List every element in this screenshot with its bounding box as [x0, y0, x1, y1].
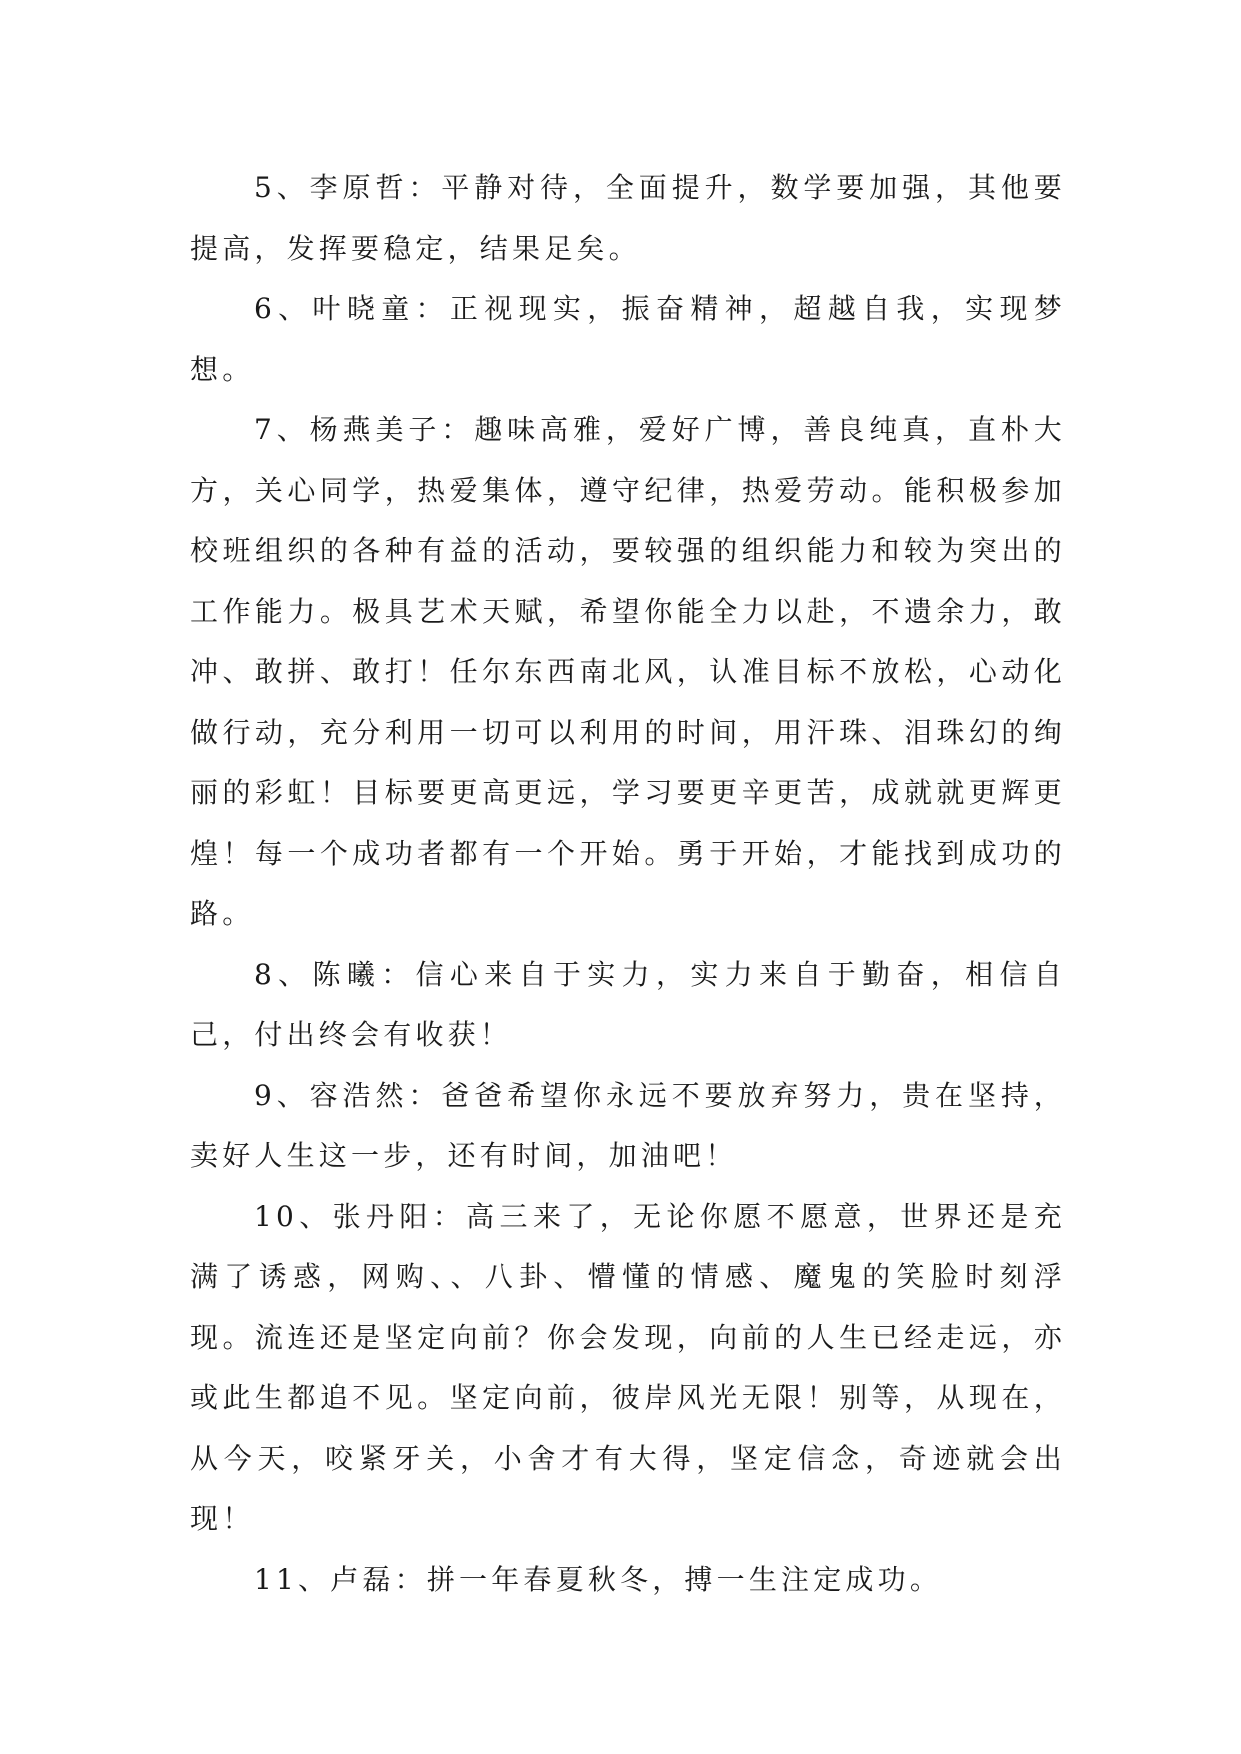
paragraph-10: 10、张丹阳：高三来了，无论你愿不愿意，世界还是充满了诱惑，网购、、八卦、懵懂的情感、魔鬼的笑脸时刻浮现。流连还是坚定向前？你会发现，向前的人生已经走远，亦或此生都追不见。坚定向前，彼岸风光无限！别等，从现在，从今天，咬紧牙关，小舍才有大得，坚定信念，奇迹就会出现！	[190, 1199, 1066, 1535]
paragraph-5: 5、李原哲：平静对待，全面提升，数学要加强，其他要提高，发挥要稳定，结果足矣。	[190, 171, 1066, 265]
paragraph-11: 11、卢磊：拼一年春夏秋冬，搏一生注定成功。	[254, 1562, 943, 1596]
paragraph-7: 7、杨燕美子：趣味高雅，爱好广博，善良纯真，直朴大方，关心同学，热爱集体，遵守纪律，热爱劳动。能积极参加校班组织的各种有益的活动，要较强的组织能力和较为突出的工作能力。极具艺术天赋，希望你能全力以赴，不遗余力，敢冲、敢拼、敢打！任尔东西南北风，认准目标不放松，心动化做行动，充分利用一切可以利用的时间，用汗珠、泪珠幻的绚丽的彩虹！目标要更高更远，学习要更辛更苦，成就就更辉更煌！每一个成功者都有一个开始。勇于开始，才能找到成功的路。	[190, 413, 1066, 930]
document-body	[190, 158, 1066, 1610]
paragraph-9: 9、容浩然：爸爸希望你永远不要放弃努力，贵在坚持，卖好人生这一步，还有时间，加油吧！	[190, 1078, 1066, 1172]
paragraph-6: 6、叶晓童：正视现实，振奋精神，超越自我，实现梦想。	[190, 292, 1066, 386]
paragraph-8: 8、陈曦：信心来自于实力，实力来自于勤奋，相信自己，付出终会有收获！	[190, 957, 1066, 1051]
